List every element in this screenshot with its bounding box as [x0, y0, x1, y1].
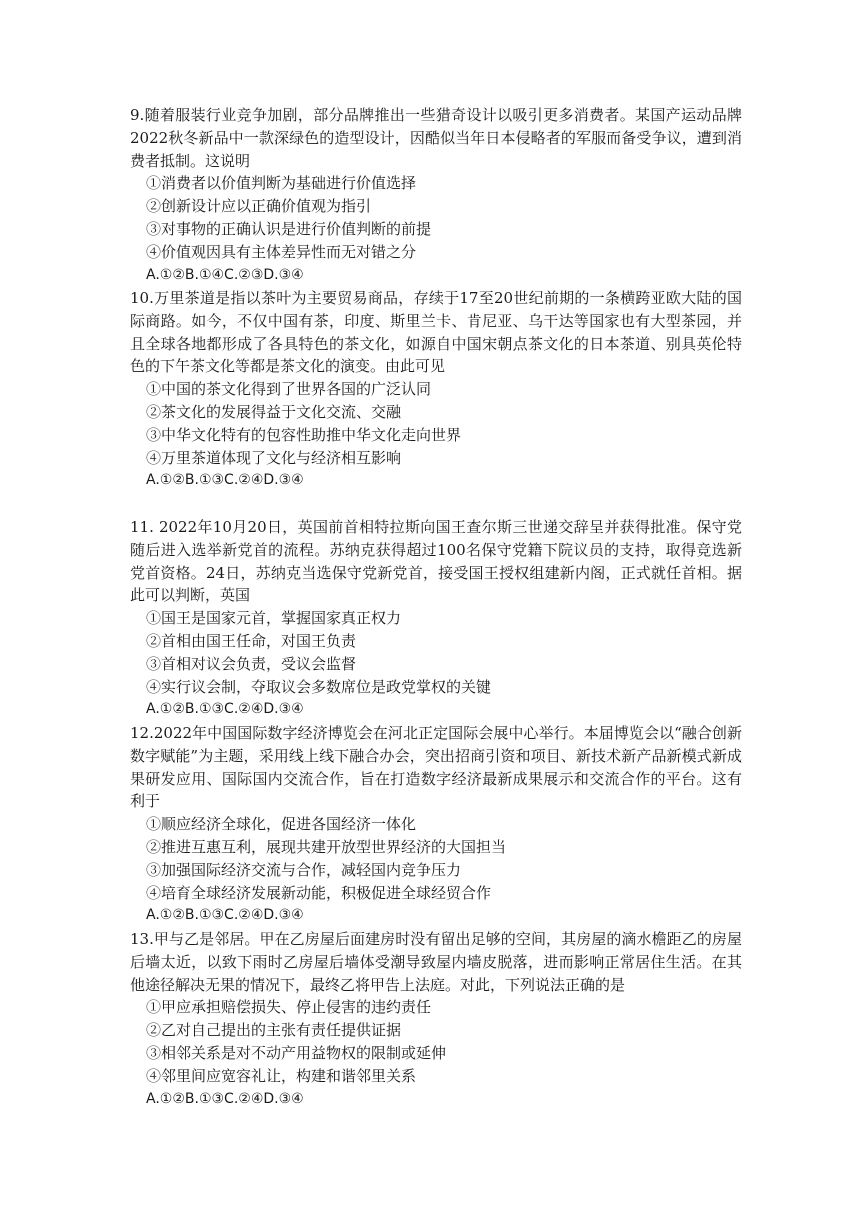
option-1: ①消费者以价值判断为基础进行价值选择	[146, 174, 417, 193]
option-4: ④实行议会制，夺取议会多数席位是政党掌权的关键	[146, 677, 492, 696]
answer-choices: A.①②B.①③C.②④D.③④	[146, 701, 304, 718]
answer-choices: A.①②B.①③C.②④D.③④	[146, 1090, 304, 1107]
option-1: ①国王是国家元首，掌握国家真正权力	[146, 609, 402, 628]
option-2: ②茶文化的发展得益于文化交流、交融	[146, 402, 402, 421]
question-10	[130, 287, 742, 492]
option-3: ③相邻关系是对不动产用益物权的限制或延伸	[146, 1043, 447, 1062]
question-9	[130, 104, 742, 286]
option-1: ①中国的茶文化得到了世界各国的广泛认同	[146, 380, 432, 399]
option-1: ①甲应承担赔偿损失、停止侵害的违约责任	[146, 998, 432, 1017]
option-2: ②乙对自己提出的主张有责任提供证据	[146, 1021, 402, 1040]
option-1: ①顺应经济全球化，促进各国经济一体化	[146, 815, 417, 834]
question-13	[130, 928, 742, 1110]
option-3: ③中华文化特有的包容性助推中华文化走向世界	[146, 425, 462, 444]
option-4: ④价值观因具有主体差异性而无对错之分	[146, 242, 417, 261]
option-4: ④邻里间应宽容礼让，构建和谐邻里关系	[146, 1066, 417, 1085]
option-4: ④培育全球经济发展新动能，积极促进全球经贸合作	[146, 883, 492, 902]
answer-choices: A.①②B.①④C.②③D.③④	[146, 266, 304, 283]
option-3: ③对事物的正确认识是进行价值判断的前提	[146, 219, 432, 238]
question-stem: 10.万里茶道是指以茶叶为主要贸易商品，存续于17至20世纪前期的一条横跨亚欧大陆的国际商路。如今，不仅中国有茶，印度、斯里兰卡、肯尼亚、乌干达等国家也有大型茶园，并且全球各地都形成了各具特色的茶文化，如源自中国宋朝点茶文化的日本茶道、别具英伦特色的下午茶文化等都是茶文化的演变。由此可见	[130, 289, 742, 376]
question-12	[130, 722, 742, 927]
option-2: ②首相由国王任命，对国王负责	[146, 631, 357, 650]
option-3: ③加强国际经济交流与合作，减轻国内竞争压力	[146, 860, 462, 879]
option-4: ④万里茶道体现了文化与经济相互影响	[146, 448, 402, 467]
question-stem: 12.2022年中国国际数字经济博览会在河北正定国际会展中心举行。本届博览会以“融合创新数字赋能”为主题，采用线上线下融合办会，突出招商引资和项目、新技术新产品新模式新成果研发应用、国际国内交流合作，旨在打造数字经济最新成果展示和交流合作的平台。这有利于	[130, 724, 742, 811]
question-stem: 11. 2022年10月20日，英国前首相特拉斯向国王查尔斯三世递交辞呈并获得批准。保守党随后进入选举新党首的流程。苏纳克获得超过100名保守党籍下院议员的支持，取得竞选新党首资格。24日，苏纳克当选保守党新党首，接受国王授权组建新内阁，正式就任首相。据此可以判断，英国	[130, 518, 742, 605]
option-2: ②推进互惠互利，展现共建开放型世界经济的大国担当	[146, 837, 507, 856]
question-11	[130, 516, 742, 721]
question-stem: 13.甲与乙是邻居。甲在乙房屋后面建房时没有留出足够的空间，其房屋的滴水檐距乙的房屋后墙太近，以致下雨时乙房屋后墙体受潮导致屋内墙皮脱落，进而影响正常居住生活。在其他途径解决无果的情况下，最终乙将甲告上法庭。对此，下列说法正确的是	[130, 930, 742, 994]
question-stem: 9.随着服装行业竞争加剧，部分品牌推出一些猎奇设计以吸引更多消费者。某国产运动品牌2022秋冬新品中一款深绿色的造型设计，因酷似当年日本侵略者的军服而备受争议，遭到消费者抵制。这说明	[130, 106, 742, 170]
option-3: ③首相对议会负责，受议会监督	[146, 654, 357, 673]
answer-choices: A.①②B.①③C.②④D.③④	[146, 472, 304, 489]
answer-choices: A.①②B.①③C.②④D.③④	[146, 907, 304, 924]
option-2: ②创新设计应以正确价值观为指引	[146, 197, 372, 216]
